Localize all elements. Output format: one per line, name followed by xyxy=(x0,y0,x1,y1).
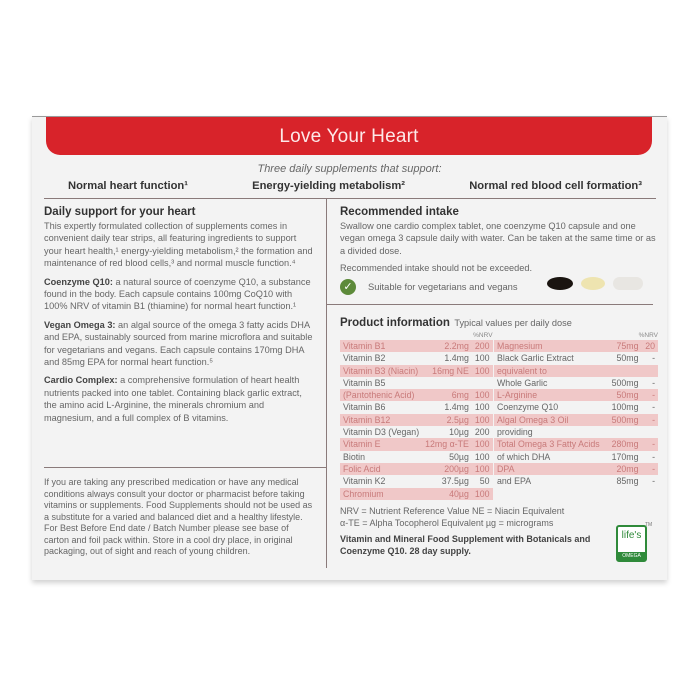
nutrient-row xyxy=(340,426,493,438)
nutrient-nrv: 200 xyxy=(472,340,493,352)
cardio-tablet-icon xyxy=(613,277,643,290)
nutrient-amount: 500mg xyxy=(611,377,639,388)
nutrient-amount: 50mg xyxy=(616,353,639,364)
divider-vertical xyxy=(326,198,327,568)
daily-support-section xyxy=(44,206,316,430)
nutrient-row xyxy=(494,426,658,438)
nutrient-nrv: - xyxy=(642,463,658,475)
benefits-row xyxy=(60,180,650,192)
nutrient-nrv xyxy=(642,426,658,438)
legend-line-1: NRV = Nutrient Reference Value NE = Niacin Equivalent xyxy=(340,506,565,516)
nutrient-nrv: 100 xyxy=(472,389,493,401)
product-info-subheading: Typical values per daily dose xyxy=(454,318,572,328)
nutrient-nrv: 100 xyxy=(472,365,493,377)
nutrient-amount: 10µg xyxy=(449,427,469,438)
nutrient-amount: 16mg NE xyxy=(422,365,472,377)
nutrient-table-right xyxy=(494,340,658,488)
nrv-header-left: %NRV xyxy=(473,332,493,339)
nutrient-nrv: 200 xyxy=(474,427,490,438)
nutrient-amount: 40µg xyxy=(422,488,472,500)
intake-text: Swallow one cardio complex tablet, one coenzyme Q10 capsule and one vegan omega 3 capsule daily with water. Can be taken at the same time or as a divided dose. xyxy=(340,221,656,256)
supply-note: Vitamin and Mineral Food Supplement with Botanicals and Coenzyme Q10. 28 day supply. xyxy=(340,534,591,556)
divider-left-bottom xyxy=(44,467,326,468)
nutrient-name: L-Arginine xyxy=(494,389,607,401)
nutrient-nrv xyxy=(472,377,493,389)
nutrient-row xyxy=(494,365,658,377)
nutrient-nrv xyxy=(642,365,658,377)
daily-support-intro: This expertly formulated collection of supplements comes in convenient daily tear strips, all featuring ingredients to support your heart health,¹ energy-yielding metabolism,² the formation and maintenance of red blood cells,³ and normal muscle function.⁴ xyxy=(44,221,313,269)
nutrient-name: (Pantothenic Acid) xyxy=(340,389,422,401)
medical-warning: If you are taking any prescribed medication or have any medical conditions always consult your doctor or pharmacist before taking vitamins or supplements. Food Supplements should not be used as a substitute for a varied and balanced diet and a healthy lifestyle. xyxy=(44,477,313,522)
nutrient-name: Chromium xyxy=(340,488,422,500)
nutrient-nrv: - xyxy=(642,414,658,426)
intake-note: Recommended intake should not be exceeded. xyxy=(340,263,533,274)
nutrient-amount: 75mg xyxy=(607,340,641,352)
nutrient-amount: 12mg α-TE xyxy=(422,438,472,450)
nutrient-row xyxy=(340,451,493,463)
nutrient-name: Vitamin E xyxy=(340,438,422,450)
nutrient-nrv: 100 xyxy=(472,438,493,450)
benefit-energy-metabolism: Energy-yielding metabolism² xyxy=(252,180,406,192)
nutrient-amount: 37.5µg xyxy=(441,476,469,487)
nutrient-amount: 500mg xyxy=(607,414,641,426)
nutrient-amount: 2.5µg xyxy=(422,414,472,426)
divider-top xyxy=(44,198,656,199)
divider-right-middle xyxy=(327,304,653,305)
nutrient-name: Vitamin B5 xyxy=(343,377,386,388)
nutrient-amount: 20mg xyxy=(607,463,641,475)
lifes-omega-logo: life's OMEGA xyxy=(616,525,647,562)
nutrient-row xyxy=(340,414,493,426)
nutrient-name: equivalent to xyxy=(494,365,607,377)
nutrient-name: providing xyxy=(497,427,533,438)
vegan-omega3-description: Vegan Omega 3: an algal source of the omega 3 fatty acids DHA and EPA, sustainably sourced from marine microflora and suitable for vegetarians and vegans. Each capsule contains 170mg DHA and 85mg EPA for normal heart function.⁵ xyxy=(44,319,313,368)
nutrient-name: and EPA xyxy=(497,476,532,487)
nutrient-row xyxy=(340,352,493,364)
nutrient-amount: 1.4mg xyxy=(444,402,469,413)
nutrient-row xyxy=(494,401,658,413)
coenzyme-q10-description: Coenzyme Q10: a natural source of coenzyme Q10, a substance found in the body. Each capsule contains 100mg CoQ10 with 100% NRV of vitamin B1 (thiamine) for normal heart function.¹ xyxy=(44,276,311,312)
nutrient-amount: 170mg xyxy=(611,451,639,462)
coq10-capsule-icon xyxy=(581,277,605,290)
nutrient-row xyxy=(340,340,493,352)
subtitle: Three daily supplements that support: xyxy=(257,163,442,175)
nutrient-amount: 6mg xyxy=(422,389,472,401)
nutrient-name: Black Garlic Extract xyxy=(497,353,574,364)
nutrient-row xyxy=(494,438,658,450)
nutrient-name: Vitamin B3 (Niacin) xyxy=(340,365,422,377)
nutrient-row xyxy=(340,463,493,475)
nutrient-row xyxy=(494,414,658,426)
nutrient-amount xyxy=(607,365,641,377)
storage-info: For Best Before End date / Batch Number please see base of carton and foil pack within. Store in a cool dry place, in original packaging, out of sight and reach of young children. xyxy=(44,523,293,556)
nutrient-row xyxy=(340,488,493,500)
nutrient-nrv: 100 xyxy=(472,414,493,426)
nutrient-row xyxy=(340,401,493,413)
nutrient-nrv: - xyxy=(652,353,655,364)
legend-section xyxy=(340,506,610,557)
nutrient-nrv: - xyxy=(652,402,655,413)
daily-support-heading: Daily support for your heart xyxy=(44,206,196,218)
nutrient-row xyxy=(494,352,658,364)
title-banner: Love Your Heart xyxy=(46,117,652,155)
nutrient-row xyxy=(494,451,658,463)
nutrient-nrv: 100 xyxy=(474,402,490,413)
nutrient-name: Biotin xyxy=(343,451,366,462)
nutrient-row xyxy=(340,389,493,401)
nutrient-nrv: 100 xyxy=(474,451,490,462)
nrv-header-right: %NRV xyxy=(638,332,658,339)
nutrient-amount: 50µg xyxy=(449,451,469,462)
nutrient-name: Coenzyme Q10 xyxy=(497,402,559,413)
nutrient-name: Vitamin B2 xyxy=(343,353,386,364)
nutrient-name: of which DHA xyxy=(497,451,551,462)
nutrient-amount xyxy=(607,426,641,438)
nutrient-amount: 50mg xyxy=(607,389,641,401)
nutrient-row xyxy=(494,475,658,487)
nutrient-name: Vitamin D3 (Vegan) xyxy=(343,427,420,438)
trademark-mark: TM xyxy=(645,522,653,528)
nutrient-name: Algal Omega 3 Oil xyxy=(494,414,607,426)
nutrient-row xyxy=(494,389,658,401)
nutrient-row xyxy=(340,475,493,487)
nutrient-row xyxy=(494,377,658,389)
warning-section xyxy=(44,477,316,558)
nutrient-amount xyxy=(422,377,472,389)
nutrient-row xyxy=(340,365,493,377)
nutrient-row xyxy=(340,377,493,389)
product-information-section xyxy=(340,313,658,500)
nutrient-row xyxy=(494,463,658,475)
nutrient-name: Whole Garlic xyxy=(497,377,548,388)
nutrient-nrv: 100 xyxy=(474,353,490,364)
intake-heading: Recommended intake xyxy=(340,206,459,218)
capsule-images xyxy=(547,277,651,290)
omega3-capsule-icon xyxy=(547,277,573,290)
nutrient-nrv: - xyxy=(652,377,655,388)
vegan-check-icon: ✓ xyxy=(340,279,356,295)
nutrient-amount: 2.2mg xyxy=(422,340,472,352)
vegan-label: Suitable for vegetarians and vegans xyxy=(368,281,518,293)
nutrient-name: Folic Acid xyxy=(340,463,422,475)
product-info-heading: Product information xyxy=(340,317,450,329)
nutrient-name: Vitamin B1 xyxy=(340,340,422,352)
nutrient-nrv: 100 xyxy=(472,463,493,475)
nutrient-amount: 100mg xyxy=(611,402,639,413)
nutrient-amount: 1.4mg xyxy=(444,353,469,364)
benefit-red-blood-cells: Normal red blood cell formation³ xyxy=(469,180,642,192)
nutrient-name: Vitamin K2 xyxy=(343,476,386,487)
legend-line-2: α-TE = Alpha Tocopherol Equivalent µg = micrograms xyxy=(340,517,554,528)
nutrient-row xyxy=(340,438,493,450)
nutrient-nrv: - xyxy=(642,389,658,401)
nutrient-name: Total Omega 3 Fatty Acids xyxy=(494,438,607,450)
nutrient-nrv: 20 xyxy=(642,340,658,352)
nutrient-name: DPA xyxy=(494,463,607,475)
nutrient-row xyxy=(494,340,658,352)
nutrient-name: Vitamin B12 xyxy=(340,414,422,426)
nutrient-nrv: 100 xyxy=(472,488,493,500)
nutrient-nrv: - xyxy=(652,451,655,462)
nutrient-nrv: - xyxy=(652,476,655,487)
nutrient-name: Magnesium xyxy=(494,340,607,352)
nutrient-nrv: - xyxy=(642,438,658,450)
cardio-complex-description: Cardio Complex: a comprehensive formulation of heart health nutrients packed into one tablet. Containing black garlic extract, the amino acid L-Arginine, the minerals chromium and magnesium, and a full complex of B vitamins. xyxy=(44,375,302,423)
nutrient-nrv: 50 xyxy=(479,476,490,487)
nutrient-table-left xyxy=(340,340,493,500)
nutrient-amount: 85mg xyxy=(616,476,639,487)
nutrient-amount: 280mg xyxy=(607,438,641,450)
benefit-heart-function: Normal heart function¹ xyxy=(68,180,188,192)
nutrient-name: Vitamin B6 xyxy=(343,402,386,413)
nutrient-amount: 200µg xyxy=(422,463,472,475)
